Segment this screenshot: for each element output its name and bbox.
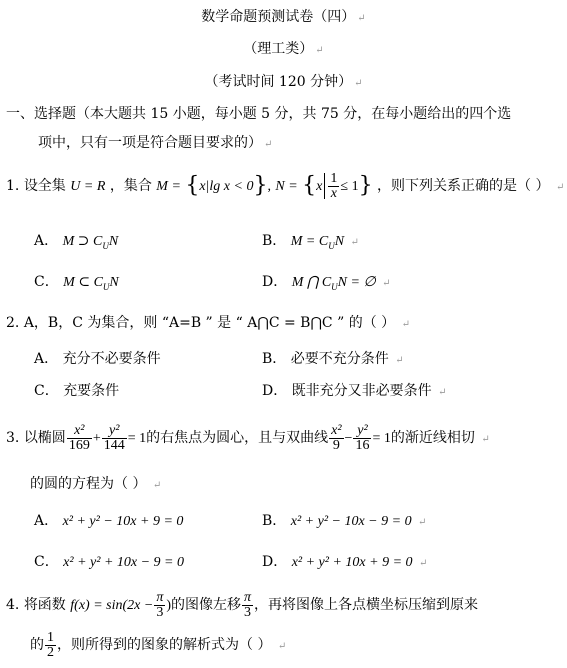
question-3-stem: 3. 以椭圆 $\frac{\text{x²}}{169}$ + $\frac{\text{y²}}{144}$ = 1的右焦点为圆心，且与双曲线 $\frac{\text{x²}}{9}$ − $\frac{\text{y²}}{16}$ = 1的渐近线相切 ↵ [6, 422, 490, 453]
paragraph-mark: ↵ [357, 13, 366, 24]
question-2-option-d: D． 既非充分又非必要条件 ↵ [262, 383, 447, 399]
paragraph-mark: ↵ [152, 480, 162, 491]
exam-time: （考试时间 120 分钟） ↵ [204, 74, 363, 90]
question-1-option-d: D． M ⋂ $C_UN$ = ∅ ↵ [262, 274, 391, 292]
fraction: $\frac{1}{2}$ [47, 629, 54, 660]
question-2-option-b: B． 必要不充分条件 ↵ [262, 351, 404, 367]
question-2-option-a: A． 充分不必要条件 [34, 351, 161, 367]
fraction: $\frac{\text{y²}}{16}$ [355, 422, 370, 453]
fraction: $\frac{\pi}{3}$ [156, 589, 164, 620]
paragraph-mark: ↵ [418, 558, 428, 569]
paragraph-mark: ↵ [438, 387, 447, 398]
fraction: $\frac{\pi}{3}$ [244, 589, 252, 620]
paragraph-mark: ↵ [264, 139, 273, 150]
question-2-option-c: C． 充要条件 [34, 383, 120, 399]
fraction: $\frac{\text{x²}}{9}$ [331, 422, 342, 453]
paragraph-mark: ↵ [395, 355, 404, 366]
section-heading: 一、选择题（本大题共 15 小题，每小题 5 分，共 75 分，在每小题给出的四个选 [6, 106, 512, 122]
fraction: $\frac{\text{y²}}{144}$ [103, 422, 125, 453]
question-4-stem: 4. 将函数 f(x) = sin(2x − $\frac{\pi}{3}$ )的图像左移 $\frac{\pi}{3}$ ，再将图像上各点横坐标压缩到原来 [6, 589, 479, 620]
question-3-stem-cont: 的圆的方程为（ ） ↵ [30, 476, 162, 492]
paragraph-mark: ↵ [555, 182, 565, 193]
exam-title: 数学命题预测试卷（四） ↵ [201, 9, 366, 25]
question-3-option-c: C． x² + y² + 10x − 9 = 0 [34, 554, 184, 570]
question-1-option-b: B． $M = C_UN$ ↵ [262, 233, 359, 251]
question-3-option-b: B． x² + y² − 10x − 9 = 0 ↵ [262, 513, 427, 529]
paragraph-mark: ↵ [350, 237, 359, 248]
paragraph-mark: ↵ [354, 78, 363, 89]
fraction: $\frac{\text{x²}}{169}$ [68, 422, 90, 453]
paragraph-mark: ↵ [382, 278, 391, 289]
paragraph-mark: ↵ [277, 641, 287, 652]
paragraph-mark: ↵ [481, 434, 490, 445]
paragraph-mark: ↵ [315, 45, 324, 56]
question-3-option-d: D． x² + y² + 10x + 9 = 0 ↵ [262, 554, 428, 570]
question-4-stem-cont: 的 $\frac{1}{2}$ ，则所得到的图象的解析式为（ ） ↵ [30, 629, 287, 660]
paragraph-mark: ↵ [418, 517, 427, 528]
question-3-option-a: A． x² + y² − 10x + 9 = 0 [34, 513, 184, 529]
question-1-stem: 1. 设全集 U = R ，集合 M = {x|lg x < 0}, N = {x $\frac{1}{x}$ ≤ 1} ，则下列关系正确的是（ ） ↵ [6, 170, 565, 201]
exam-subtitle: （理工类） ↵ [243, 41, 324, 57]
fraction: $\frac{1}{x}$ [330, 170, 338, 201]
question-1-option-c: C． M ⊂ $C_UN$ [34, 274, 119, 292]
question-2-stem: 2. A，B，C 为集合，则 “A=B ” 是 “ A⋂C = B⋂C ” 的（ ） ↵ [6, 315, 410, 331]
paragraph-mark: ↵ [401, 319, 410, 330]
question-1-option-a: A． M ⊃ $C_UN$ [34, 233, 119, 251]
section-heading-cont: 项中，只有一项是符合题目要求的） ↵ [38, 135, 273, 151]
